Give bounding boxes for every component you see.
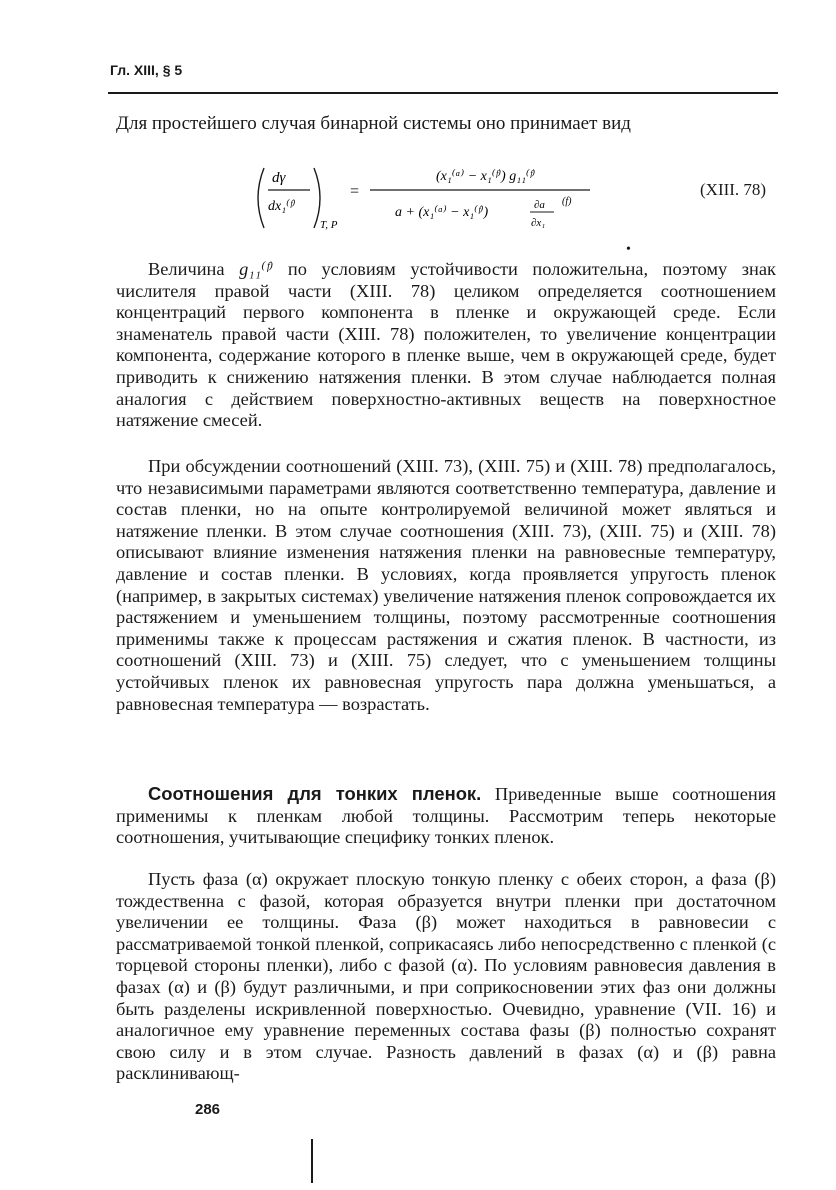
rhs-numerator: (x₁⁽ᵅ⁾ − x₁⁽ᶠ⁾) g₁₁⁽ᶠ⁾ — [436, 169, 536, 184]
paragraph-thin-films — [116, 783, 776, 849]
page-number: 286 — [195, 1101, 221, 1118]
rhs-superscript: (f) — [562, 196, 572, 207]
header-rule — [108, 92, 778, 94]
margin-bar — [311, 1139, 313, 1183]
equation-number: (XIII. 78) — [700, 180, 767, 199]
paragraph-phases: Пусть фаза (α) окружает плоскую тонкую пленку с обеих сторон, а фаза (β) тождественна с фазой, которая образуется внутри пленки при достаточном увеличении ее толщины. Фаза (β) может находиться в равновесии с рассматриваемой тонкой пленкой, соприкасаясь либо непосредственно с пленкой (с торцевой стороны пленки), либо с фазой (α). По условиям равновесия давления в фазах (α) и (β) будут различными, и при соприкосновении этих фаз они должны быть разделены искривленной поверхностью. Очевидно, уравнение (VII. 16) и аналогичное ему уравнение переменных состава фазы (β) полностью сохранят свою силу и в этом случае. Разность давлений в фазах (α) и (β) равна расклинивающ- — [116, 869, 776, 1084]
rhs-denominator: a + (x₁⁽ᵅ⁾ − x₁⁽ᶠ⁾) — [395, 205, 489, 220]
running-head: Гл. XIII, § 5 — [110, 62, 183, 78]
rhs-partial-den: ∂x₁ — [531, 217, 546, 229]
p1-rest: по условиям устойчивости положительна, поэтому знак числителя правой части (XIII. 78) целиком определяется соотношением концентраций первого компонента в пленке и окружающей среде. Если знаменатель правой части (XIII. 78) положителен, то увеличение концентрации компонента, содержание которого в пленке выше, чем в окружающей среде, будет приводить к снижению натяжения пленки. В этом случае наблюдается полная аналогия с действием поверхностно-активных веществ на поверхностное натяжение смесей. — [116, 259, 776, 431]
paragraph-discussion: При обсуждении соотношений (XIII. 73), (XIII. 75) и (XIII. 78) предполагалось, что независимыми параметрами являются соответственно температура, давление и состав пленки, но на опыте контролируемой величиной может являться и натяжение пленки. В этом случае соотношения (XIII. 73), (XIII. 75) и (XIII. 78) описывают влияние изменения натяжения пленки на равновесные температуру, давление и состав пленки. В условиях, когда проявляется упругость пленок (например, в закрытых системах) увеличение натяжения пленок сопровождается их растяжением и уменьшением толщины, поэтому рассмотренные соотношения применимы также к процессам растяжения и сжатия пленок. В частности, из соотношений (XIII. 73) и (XIII. 75) следует, что с уменьшением толщины устойчивых пленок их равновесная упругость пара должна уменьшаться, а равновесная температура — возрастать. — [116, 456, 776, 714]
lhs-numerator: dγ — [272, 170, 286, 186]
stray-mark: • — [626, 242, 631, 257]
paragraph-stability — [116, 259, 776, 432]
lhs-subscript: T, P — [320, 219, 338, 231]
equation-graphic — [250, 160, 650, 240]
p1-symbol: g₁₁⁽ᶠ⁾ — [239, 259, 274, 279]
equals-sign: = — [350, 183, 360, 200]
lhs-denominator: dx₁⁽ᶠ⁾ — [268, 199, 296, 214]
section-run-in-head: Соотношения для тонких пленок. — [148, 783, 482, 804]
p1-lead: Величина — [148, 259, 240, 279]
intro-line: Для простейшего случая бинарной системы оно принимает вид — [116, 113, 631, 134]
p3-rest: Приведенные выше соотношения применимы к пленкам любой толщины. Рассмотрим теперь некоторые соотношения, учитывающие специфику тонких пленок. — [116, 784, 777, 848]
rhs-partial-num: ∂a — [534, 199, 545, 211]
equation-xiii-78 — [250, 160, 650, 240]
left-paren — [258, 168, 264, 228]
